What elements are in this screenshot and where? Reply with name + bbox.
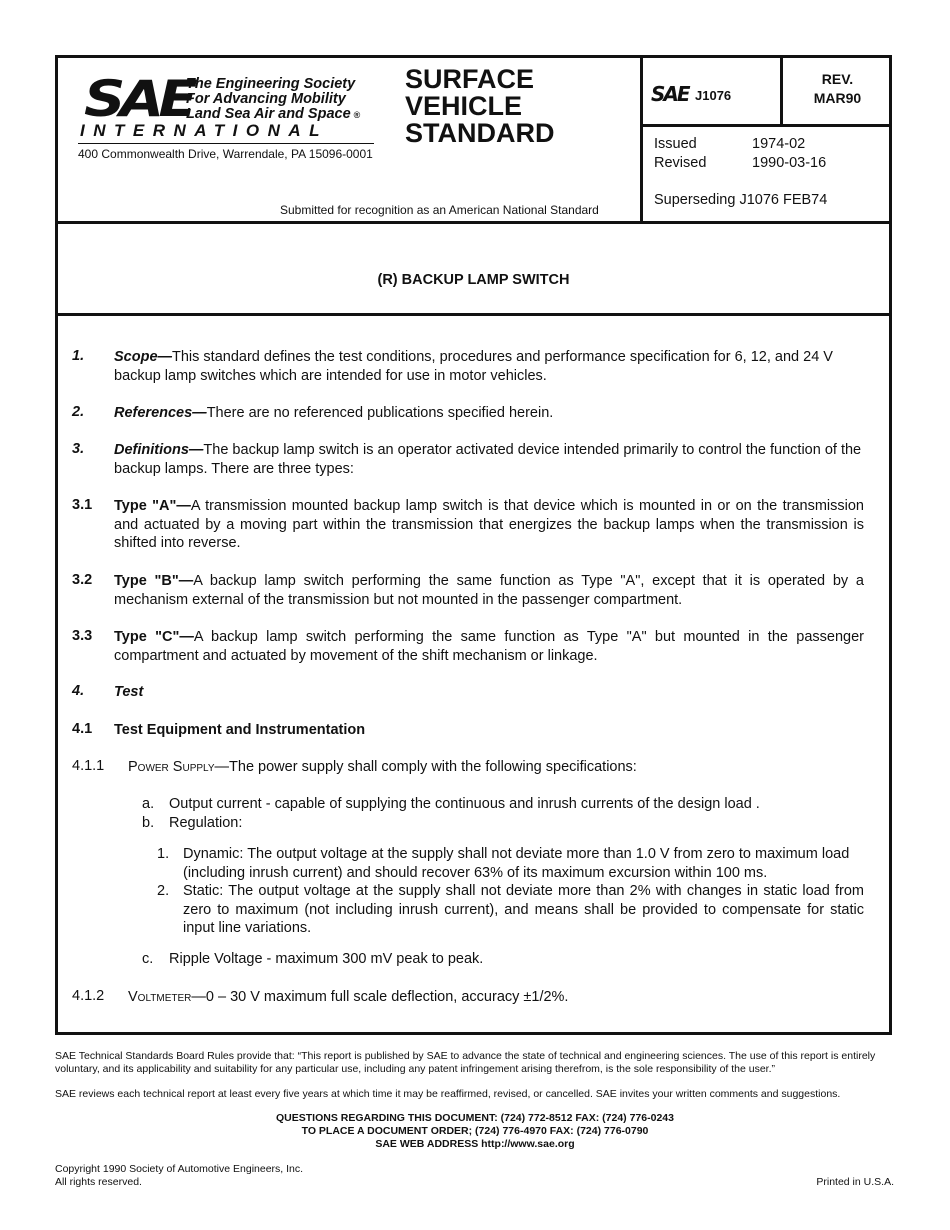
list-item-regulation: Regulation: — [169, 815, 243, 831]
section-references: References—There are no referenced publications specified herein. — [114, 405, 554, 421]
list-item-dynamic: Dynamic: The output voltage at the supply shall not deviate more than 1.0 V from zero to maximum load (including inrush current) and should recover 63% of its maximum excursion within 100 ms. — [183, 846, 850, 881]
submitted-note: Submitted for recognition as an American National Standard — [280, 203, 599, 217]
section-number: 4. — [72, 683, 85, 699]
footer-rights: All rights reserved. — [55, 1176, 142, 1188]
sae-small-logo: SAE — [651, 82, 689, 106]
document-type: SURFACE VEHICLE STANDARD — [405, 64, 555, 148]
section-number: 1. — [72, 348, 85, 364]
footer-review: SAE reviews each technical report at least every five years at which time it may be reaffirmed, revised, or cancelled. SAE invites your written comments and suggestions. — [55, 1088, 841, 1100]
section-type-b: Type "B"—A backup lamp switch performing the same function as Type "A", except that it is operated by a mechanism external of the transmission but not mounted in the passenger compartment. — [114, 573, 864, 608]
document-title: (R) BACKUP LAMP SWITCH — [377, 272, 570, 288]
section-number: 4.1 — [72, 721, 93, 737]
international-wordmark: INTERNATIONAL — [80, 121, 329, 140]
tagline: The Engineering Society For Advancing Mobility Land Sea Air and Space ® — [186, 76, 361, 122]
section-type-a: Type "A"—A transmission mounted backup lamp switch is that device which is mounted in or on the transmission and actuated by a moving part within the transmission that energizes the backup lamps when the transmission is shifted into reverse. — [114, 498, 864, 551]
sae-logo: SAE — [84, 70, 192, 128]
issued-value: 1974-02 — [752, 136, 806, 152]
section-definitions: Definitions—The backup lamp switch is an operator activated device intended primarily to control the function of the backup lamps. There are three types: — [114, 442, 862, 477]
header-divider — [55, 221, 892, 224]
section-test: Test — [114, 684, 144, 700]
footer-order: TO PLACE A DOCUMENT ORDER; (724) 776-4970 FAX: (724) 776-0790 — [301, 1125, 649, 1137]
section-scope: Scope—This standard defines the test conditions, procedures and performance specification for 6, 12, and 24 V backup lamp switches which are intended for use in motor vehicles. — [114, 349, 833, 384]
section-voltmeter: Voltmeter—0 – 30 V maximum full scale deflection, accuracy ±1/2%. — [128, 989, 569, 1005]
issued-label: Issued — [654, 136, 697, 152]
footer-copyright: Copyright 1990 Society of Automotive Engineers, Inc. — [55, 1163, 304, 1175]
logo-underline — [78, 143, 374, 144]
list-marker: a. — [142, 796, 155, 812]
section-power-supply: Power Supply—The power supply shall comply with the following specifications: — [128, 759, 637, 775]
docnum-divider — [640, 124, 892, 127]
section-number: 3.1 — [72, 497, 93, 513]
list-marker: 2. — [157, 883, 170, 899]
section-number: 3.3 — [72, 628, 93, 644]
footer-questions: QUESTIONS REGARDING THIS DOCUMENT: (724) 772-8512 FAX: (724) 776-0243 — [276, 1112, 674, 1124]
section-number: 4.1.1 — [72, 758, 105, 774]
section-type-c: Type "C"—A backup lamp switch performing the same function as Type "A" but mounted in the passenger compartment and actuated by movement of the shift mechanism or linkage. — [114, 629, 864, 664]
rev-value: MAR90 — [813, 90, 862, 106]
rev-label: REV. — [821, 71, 854, 87]
section-test-equipment: Test Equipment and Instrumentation — [114, 722, 366, 738]
revised-label: Revised — [654, 155, 707, 171]
section-number: 3. — [72, 441, 85, 457]
section-number: 4.1.2 — [72, 988, 105, 1004]
section-number: 2. — [72, 404, 85, 420]
revised-value: 1990-03-16 — [752, 155, 827, 171]
list-marker: c. — [142, 951, 154, 967]
title-divider — [55, 313, 892, 316]
header-column-divider — [640, 55, 643, 223]
list-marker: b. — [142, 815, 155, 831]
address: 400 Commonwealth Drive, Warrendale, PA 15096-0001 — [78, 147, 373, 161]
section-number: 3.2 — [72, 572, 93, 588]
superseding: Superseding J1076 FEB74 — [654, 192, 828, 208]
list-item-output-current: Output current - capable of supplying the continuous and inrush currents of the design load . — [169, 796, 760, 812]
footer-web: SAE WEB ADDRESS http://www.sae.org — [375, 1138, 575, 1150]
footer-printed: Printed in U.S.A. — [816, 1176, 894, 1188]
doc-number: J1076 — [695, 88, 732, 103]
list-item-ripple: Ripple Voltage - maximum 300 mV peak to peak. — [169, 951, 484, 967]
list-marker: 1. — [157, 846, 170, 862]
list-item-static: Static: The output voltage at the supply shall not deviate more than 2% with changes in static load from zero to maximum (not including inrush current), and means shall be provided to compensate for static input line variations. — [183, 883, 864, 936]
footer-rules: SAE Technical Standards Board Rules provide that: “This report is published by SAE to advance the state of technical and engineering sciences. The use of this report is entirely voluntary, and its applicability and suitability for any particular use, including any patent infringement arising therefrom, is the sole responsibility of the user.” — [55, 1050, 876, 1075]
